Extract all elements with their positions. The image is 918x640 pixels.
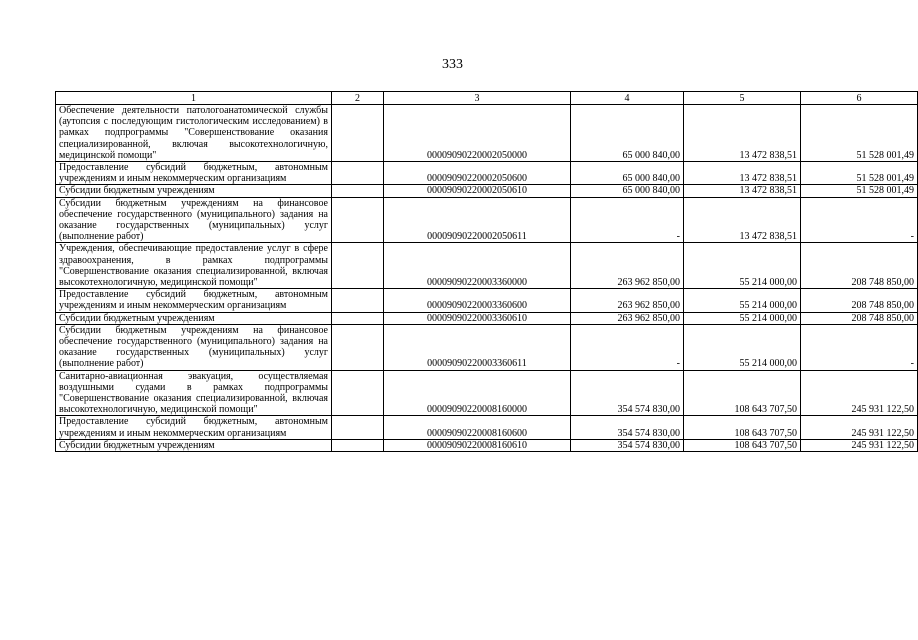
row-value-col5-cell: 55 214 000,00 — [684, 312, 801, 324]
row-value-col6-cell: 245 931 122,50 — [801, 439, 918, 451]
row-value-col6-cell: 245 931 122,50 — [801, 370, 918, 416]
table-row — [56, 324, 918, 370]
row-col2-cell — [332, 312, 384, 324]
table-row — [56, 416, 918, 439]
row-col2-cell — [332, 185, 384, 197]
row-name-cell: Субсидии бюджетным учреждениям — [56, 312, 332, 324]
header-col-6: 6 — [801, 92, 918, 105]
row-value-col4-cell: 263 962 850,00 — [571, 289, 684, 312]
table-row — [56, 197, 918, 243]
row-col2-cell — [332, 324, 384, 370]
row-value-col6-cell: - — [801, 324, 918, 370]
table-row — [56, 185, 918, 197]
row-name-cell: Предоставление субсидий бюджетным, автономным учреждениям и иным некоммерческим организациям — [56, 416, 332, 439]
row-name-cell: Предоставление субсидий бюджетным, автономным учреждениям и иным некоммерческим организациям — [56, 289, 332, 312]
row-code-cell: 00009090220003360000 — [384, 243, 571, 289]
row-code-cell: 00009090220002050610 — [384, 185, 571, 197]
row-value-col5-cell: 55 214 000,00 — [684, 289, 801, 312]
row-code-cell: 00009090220008160600 — [384, 416, 571, 439]
row-value-col4-cell: 354 574 830,00 — [571, 370, 684, 416]
row-value-col5-cell: 13 472 838,51 — [684, 162, 801, 185]
row-value-col6-cell: 208 748 850,00 — [801, 289, 918, 312]
table-row — [56, 162, 918, 185]
row-value-col6-cell: - — [801, 197, 918, 243]
row-name-cell: Субсидии бюджетным учреждениям — [56, 185, 332, 197]
row-code-cell: 00009090220002050000 — [384, 105, 571, 162]
row-code-cell: 00009090220002050600 — [384, 162, 571, 185]
row-value-col4-cell: 263 962 850,00 — [571, 312, 684, 324]
row-value-col5-cell: 108 643 707,50 — [684, 416, 801, 439]
row-value-col6-cell: 245 931 122,50 — [801, 416, 918, 439]
row-value-col5-cell: 108 643 707,50 — [684, 439, 801, 451]
row-code-cell: 00009090220002050611 — [384, 197, 571, 243]
row-value-col6-cell: 51 528 001,49 — [801, 162, 918, 185]
row-name-cell: Обеспечение деятельности патологоанатомической службы (аутопсия с последующим гистологическим исследованием) в рамках подпрограммы "Совершенствование оказания специализированной, включая высокотехнологичную, медицинской помощи" — [56, 105, 332, 162]
row-value-col4-cell: 65 000 840,00 — [571, 162, 684, 185]
row-name-cell: Учреждения, обеспечивающие предоставление услуг в сфере здравоохранения, в рамках подпрограммы "Совершенствование оказания специализированной, включая высокотехнологичную, медицинской помощи" — [56, 243, 332, 289]
row-col2-cell — [332, 439, 384, 451]
row-col2-cell — [332, 243, 384, 289]
row-value-col5-cell: 13 472 838,51 — [684, 105, 801, 162]
header-col-1: 1 — [56, 92, 332, 105]
table-header — [56, 92, 918, 105]
row-col2-cell — [332, 416, 384, 439]
table-row — [56, 439, 918, 451]
row-col2-cell — [332, 370, 384, 416]
row-name-cell: Предоставление субсидий бюджетным, автономным учреждениям и иным некоммерческим организациям — [56, 162, 332, 185]
row-col2-cell — [332, 162, 384, 185]
header-col-3: 3 — [384, 92, 571, 105]
table-row — [56, 243, 918, 289]
row-name-cell: Субсидии бюджетным учреждениям на финансовое обеспечение государственного (муниципального) задания на оказание государственных (муниципальных) услуг (выполнение работ) — [56, 324, 332, 370]
header-col-5: 5 — [684, 92, 801, 105]
table-body — [56, 105, 918, 452]
row-code-cell: 00009090220008160000 — [384, 370, 571, 416]
row-value-col4-cell: 65 000 840,00 — [571, 185, 684, 197]
row-value-col4-cell: 354 574 830,00 — [571, 416, 684, 439]
row-value-col4-cell: 65 000 840,00 — [571, 105, 684, 162]
header-col-4: 4 — [571, 92, 684, 105]
row-code-cell: 00009090220003360611 — [384, 324, 571, 370]
row-code-cell: 00009090220003360610 — [384, 312, 571, 324]
row-value-col5-cell: 13 472 838,51 — [684, 185, 801, 197]
table-row — [56, 312, 918, 324]
row-value-col5-cell: 13 472 838,51 — [684, 197, 801, 243]
row-value-col5-cell: 55 214 000,00 — [684, 324, 801, 370]
row-value-col6-cell: 208 748 850,00 — [801, 243, 918, 289]
row-name-cell: Субсидии бюджетным учреждениям — [56, 439, 332, 451]
row-col2-cell — [332, 197, 384, 243]
table-row — [56, 370, 918, 416]
row-name-cell: Санитарно-авиационная эвакуация, осуществляемая воздушными судами в рамках подпрограммы "Совершенствование оказания специализированной, включая высокотехнологичную, медицинской помощи" — [56, 370, 332, 416]
table-row — [56, 289, 918, 312]
row-value-col6-cell: 51 528 001,49 — [801, 185, 918, 197]
header-row — [56, 92, 918, 105]
row-name-cell: Субсидии бюджетным учреждениям на финансовое обеспечение государственного (муниципального) задания на оказание государственных (муниципальных) услуг (выполнение работ) — [56, 197, 332, 243]
row-value-col6-cell: 208 748 850,00 — [801, 312, 918, 324]
page-number: 333 — [442, 57, 463, 72]
budget-table — [55, 91, 918, 452]
row-value-col5-cell: 108 643 707,50 — [684, 370, 801, 416]
row-col2-cell — [332, 289, 384, 312]
row-value-col4-cell: - — [571, 197, 684, 243]
row-value-col5-cell: 55 214 000,00 — [684, 243, 801, 289]
row-value-col4-cell: 354 574 830,00 — [571, 439, 684, 451]
table-row — [56, 105, 918, 162]
row-value-col4-cell: - — [571, 324, 684, 370]
row-value-col4-cell: 263 962 850,00 — [571, 243, 684, 289]
row-value-col6-cell: 51 528 001,49 — [801, 105, 918, 162]
row-col2-cell — [332, 105, 384, 162]
header-col-2: 2 — [332, 92, 384, 105]
row-code-cell: 00009090220003360600 — [384, 289, 571, 312]
row-code-cell: 00009090220008160610 — [384, 439, 571, 451]
